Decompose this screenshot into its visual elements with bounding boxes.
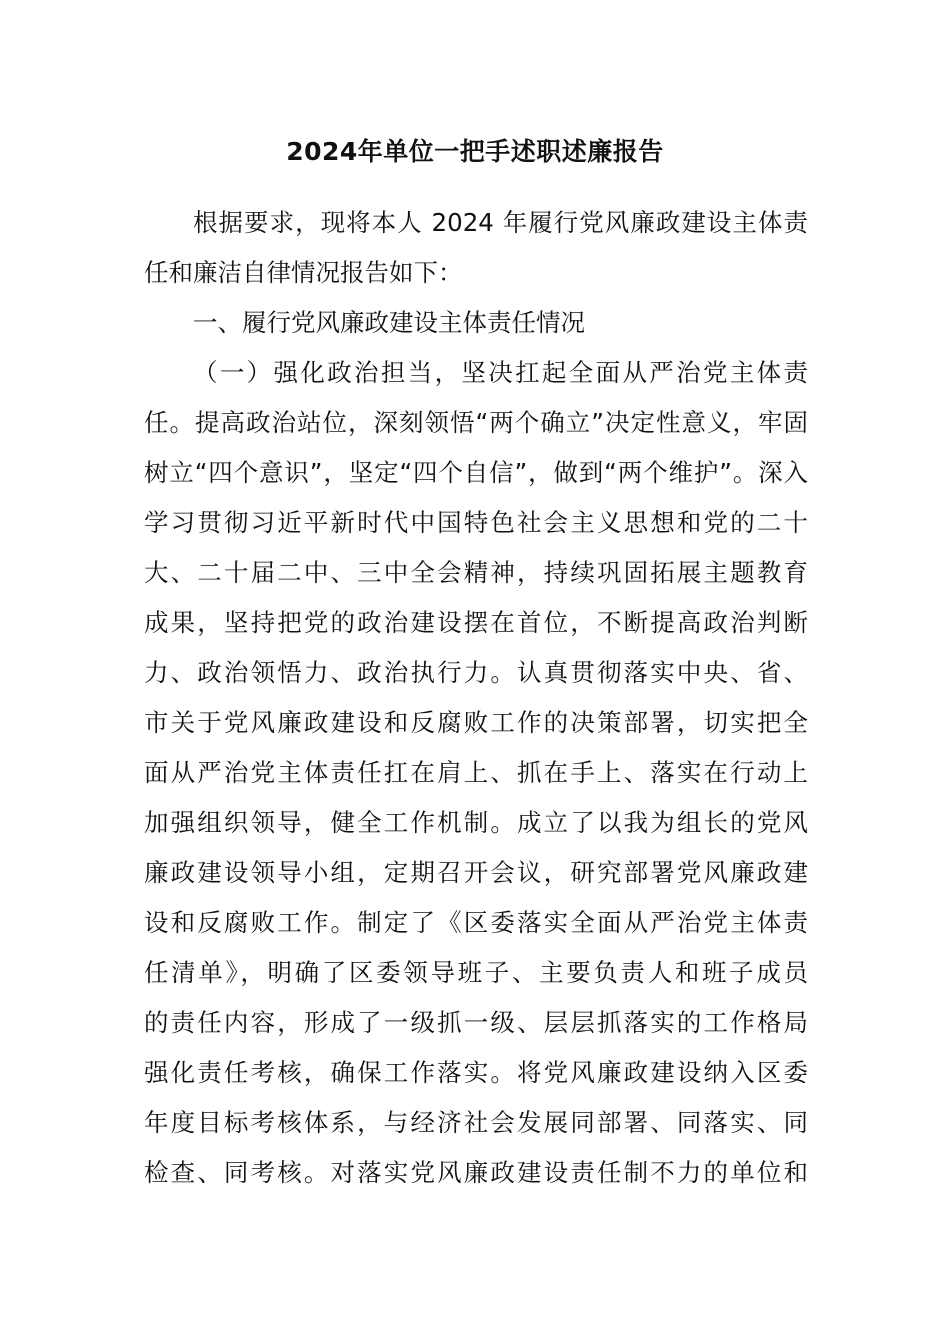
subsection-heading: （一）强化政治担当，坚决扛起全面从严治党主体责 — [193, 358, 808, 387]
paragraph-line: 大、二十届二中、三中全会精神，持续巩固拓展主题教育 — [144, 558, 808, 587]
paragraph-line: 检查、同考核。对落实党风廉政建设责任制不力的单位和 — [144, 1158, 808, 1187]
paragraph-line: 根据要求，现将本人 2024 年履行党风廉政建设主体责 — [193, 208, 808, 237]
paragraph-line: 加强组织领导，健全工作机制。成立了以我为组长的党风 — [144, 808, 808, 837]
paragraph-line: 廉政建设领导小组，定期召开会议，研究部署党风廉政建 — [144, 858, 808, 887]
paragraph-line: 力、政治领悟力、政治执行力。认真贯彻落实中央、省、 — [144, 658, 808, 687]
paragraph-line: 年度目标考核体系，与经济社会发展同部署、同落实、同 — [144, 1108, 808, 1137]
section-heading: 一、履行党风廉政建设主体责任情况 — [193, 308, 585, 337]
paragraph-line: 设和反腐败工作。制定了《区委落实全面从严治党主体责 — [144, 908, 808, 937]
paragraph-line: 面从严治党主体责任扛在肩上、抓在手上、落实在行动上 — [144, 758, 808, 787]
paragraph-line: 市关于党风廉政建设和反腐败工作的决策部署，切实把全 — [144, 708, 808, 737]
paragraph-line: 树立“四个意识”，坚定“四个自信”，做到“两个维护”。深入 — [144, 458, 808, 487]
document-title: 2024年单位一把手述职述廉报告 — [286, 137, 664, 166]
paragraph-line: 的责任内容，形成了一级抓一级、层层抓落实的工作格局 — [144, 1008, 808, 1037]
paragraph-line: 强化责任考核，确保工作落实。将党风廉政建设纳入区委 — [144, 1058, 808, 1087]
paragraph-line: 任。提高政治站位，深刻领悟“两个确立”决定性意义，牢固 — [144, 408, 808, 437]
paragraph-line: 学习贯彻习近平新时代中国特色社会主义思想和党的二十 — [144, 508, 808, 537]
paragraph-line: 任和廉洁自律情况报告如下： — [144, 258, 463, 287]
paragraph-line: 成果，坚持把党的政治建设摆在首位，不断提高政治判断 — [144, 608, 808, 637]
paragraph-line: 任清单》，明确了区委领导班子、主要负责人和班子成员 — [144, 958, 808, 987]
